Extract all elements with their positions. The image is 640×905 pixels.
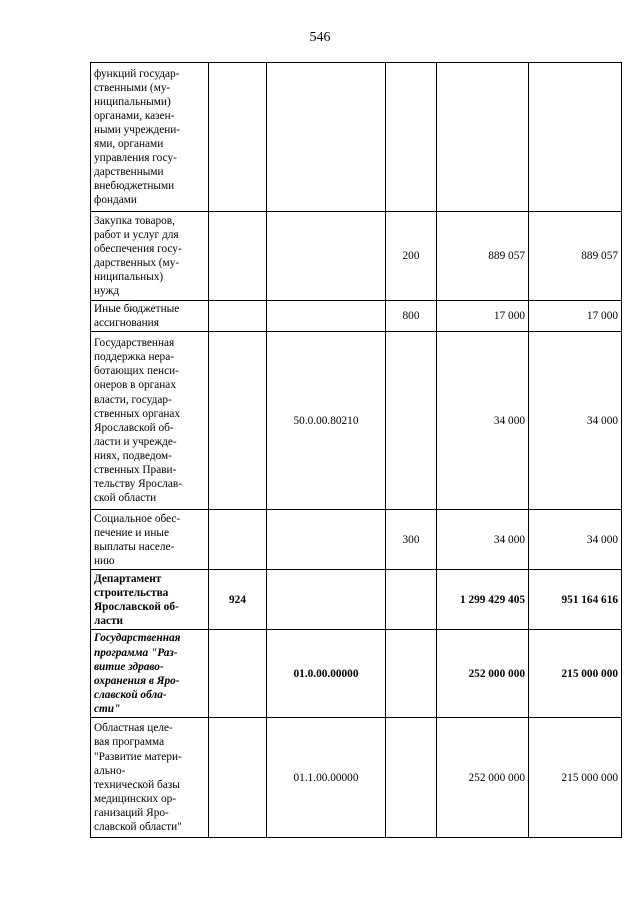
cell-vr bbox=[386, 718, 437, 838]
cell-code bbox=[209, 630, 267, 718]
cell-sum-2 bbox=[529, 63, 622, 212]
cell-vr bbox=[386, 630, 437, 718]
cell-csr bbox=[267, 212, 386, 301]
cell-sum-1: 1 299 429 405 bbox=[437, 570, 529, 630]
cell-sum-1: 889 057 bbox=[437, 212, 529, 301]
cell-name: функций государ- ственными (му- ниципальными) органами, казен- ными учреждени- ями, органами управления госу- дарственными внебюджетными фондами bbox=[91, 63, 209, 212]
cell-code: 924 bbox=[209, 570, 267, 630]
cell-sum-2: 951 164 616 bbox=[529, 570, 622, 630]
cell-vr: 300 bbox=[386, 510, 437, 570]
cell-sum-2: 17 000 bbox=[529, 301, 622, 332]
cell-code bbox=[209, 718, 267, 838]
cell-sum-1: 17 000 bbox=[437, 301, 529, 332]
cell-name: Департамент строительства Ярославской об- ласти bbox=[91, 570, 209, 630]
cell-sum-2: 215 000 000 bbox=[529, 718, 622, 838]
cell-sum-2: 34 000 bbox=[529, 332, 622, 510]
cell-csr bbox=[267, 570, 386, 630]
cell-sum-1 bbox=[437, 63, 529, 212]
cell-name: Иные бюджетные ассигнования bbox=[91, 301, 209, 332]
table-row bbox=[91, 570, 622, 630]
cell-csr: 01.0.00.00000 bbox=[267, 630, 386, 718]
cell-vr bbox=[386, 332, 437, 510]
cell-vr: 200 bbox=[386, 212, 437, 301]
cell-code bbox=[209, 301, 267, 332]
table-row bbox=[91, 630, 622, 718]
cell-code bbox=[209, 212, 267, 301]
cell-csr: 50.0.00.80210 bbox=[267, 332, 386, 510]
cell-code bbox=[209, 63, 267, 212]
cell-csr bbox=[267, 301, 386, 332]
cell-sum-1: 252 000 000 bbox=[437, 718, 529, 838]
cell-sum-2: 889 057 bbox=[529, 212, 622, 301]
table-row bbox=[91, 510, 622, 570]
cell-csr bbox=[267, 63, 386, 212]
cell-name: Государственная программа "Раз- витие здраво- охранения в Яро- славской обла- сти" bbox=[91, 630, 209, 718]
table-row bbox=[91, 301, 622, 332]
cell-vr bbox=[386, 63, 437, 212]
table-row bbox=[91, 718, 622, 838]
cell-csr: 01.1.00.00000 bbox=[267, 718, 386, 838]
cell-sum-1: 34 000 bbox=[437, 510, 529, 570]
cell-sum-1: 34 000 bbox=[437, 332, 529, 510]
cell-sum-2: 215 000 000 bbox=[529, 630, 622, 718]
table-row bbox=[91, 332, 622, 510]
cell-name: Областная целе- вая программа "Развитие матери- ально- технической базы медицинских ор- ганизаций Яро- славской области" bbox=[91, 718, 209, 838]
table-row bbox=[91, 63, 622, 212]
cell-csr bbox=[267, 510, 386, 570]
cell-sum-2: 34 000 bbox=[529, 510, 622, 570]
cell-vr bbox=[386, 570, 437, 630]
cell-sum-1: 252 000 000 bbox=[437, 630, 529, 718]
cell-name: Закупка товаров, работ и услуг для обеспечения госу- дарственных (му- ниципальных) нужд bbox=[91, 212, 209, 301]
budget-table bbox=[90, 62, 622, 838]
cell-name: Социальное обес- печение и иные выплаты населе- нию bbox=[91, 510, 209, 570]
cell-vr: 800 bbox=[386, 301, 437, 332]
cell-code bbox=[209, 332, 267, 510]
cell-code bbox=[209, 510, 267, 570]
table-row bbox=[91, 212, 622, 301]
page-number: 546 bbox=[309, 30, 331, 45]
cell-name: Государственная поддержка нера- ботающих пенси- онеров в органах власти, государ- ственных органах Ярославской об- ласти и учрежде- ниях, подведом- ственных Прави- тельству Ярослав- ской области bbox=[91, 332, 209, 510]
